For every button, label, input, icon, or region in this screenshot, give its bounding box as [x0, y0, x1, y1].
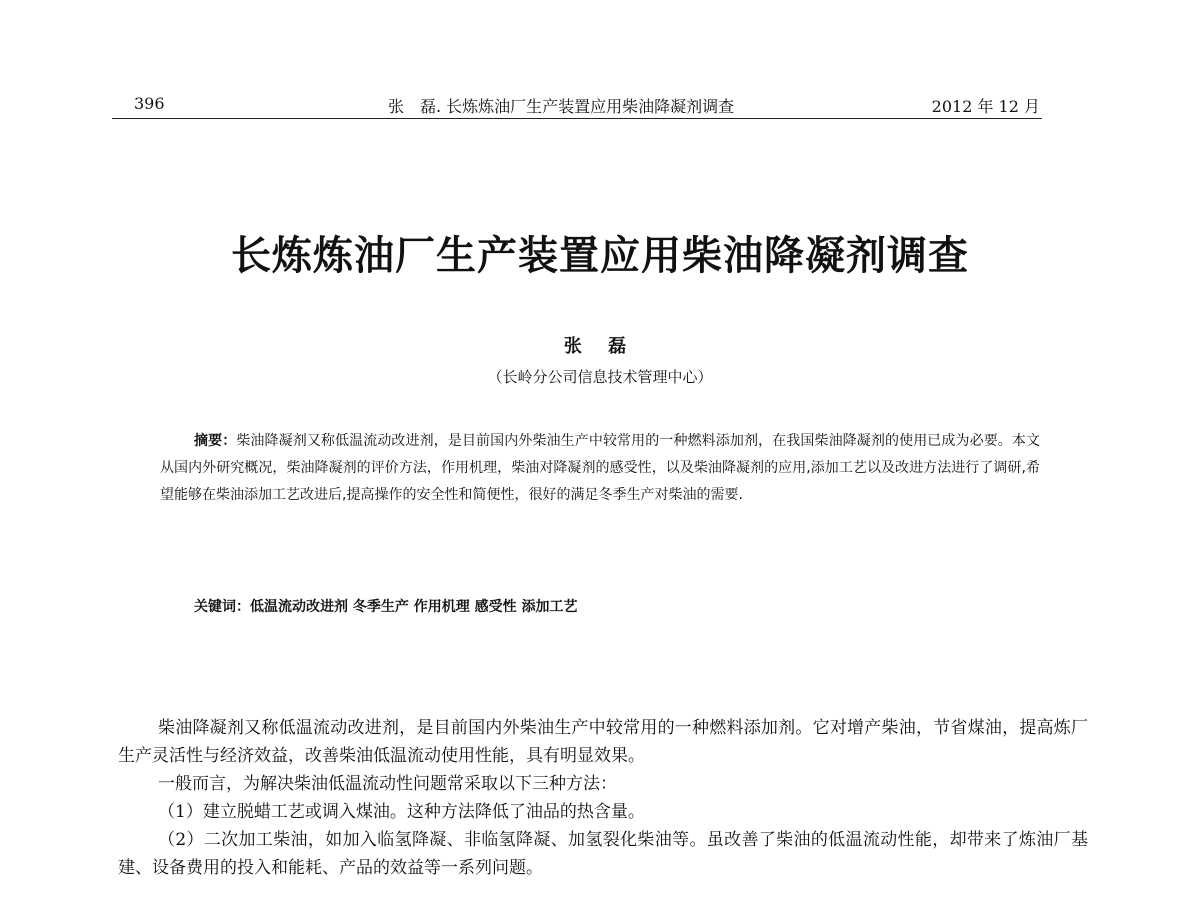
- author-affiliation: （长岭分公司信息技术管理中心）: [487, 368, 713, 386]
- body-paragraph: （1）建立脱蜡工艺或调入煤油。这种方法降低了油品的热含量。: [158, 802, 645, 822]
- running-header: [112, 94, 1042, 119]
- running-title: 张 磊. 长炼炼油厂生产装置应用柴油降凝剂调查: [388, 97, 735, 116]
- abstract-text: 柴油降凝剂又称低温流动改进剂，是目前国内外柴油生产中较常用的一种燃料添加剂，在我国柴油降凝剂的使用已成为必要。本文从国内外研究概况，柴油降凝剂的评价方法，作用机理，柴油对降凝剂的感受性，以及柴油降凝剂的应用,添加工艺以及改进方法进行了调研,希望能够在柴油添加工艺改进后,提高操作的安全性和简便性，很好的满足冬季生产对柴油的需要.: [160, 433, 1041, 503]
- body-paragraph: 柴油降凝剂又称低温流动改进剂，是目前国内外柴油生产中较常用的一种燃料添加剂。它对增产柴油，节省煤油，提高炼厂生产灵活性与经济效益，改善柴油低温流动使用性能，具有明显效果。: [118, 718, 1088, 766]
- author-name: 张 磊: [563, 336, 637, 357]
- keywords: [194, 596, 994, 616]
- body-text: [118, 714, 1088, 882]
- keywords-list: 低温流动改进剂 冬季生产 作用机理 感受性 添加工艺: [250, 599, 578, 615]
- body-paragraph: 一般而言，为解决柴油低温流动性问题常采取以下三种方法：: [158, 774, 617, 794]
- abstract-label: 摘要：: [194, 433, 237, 449]
- abstract: [160, 428, 1040, 509]
- body-paragraph: （2）二次加工柴油，如加入临氢降凝、非临氢降凝、加氢裂化柴油等。虽改善了柴油的低温流动性能，却带来了炼油厂基建、设备费用的投入和能耗、产品的效益等一系列问题。: [118, 830, 1088, 878]
- keywords-label: 关键词：: [194, 599, 250, 615]
- article-title: 长炼炼油厂生产装置应用柴油降凝剂调查: [231, 233, 969, 279]
- page-number: 396: [134, 94, 165, 113]
- issue-date: 2012 年 12 月: [931, 97, 1040, 116]
